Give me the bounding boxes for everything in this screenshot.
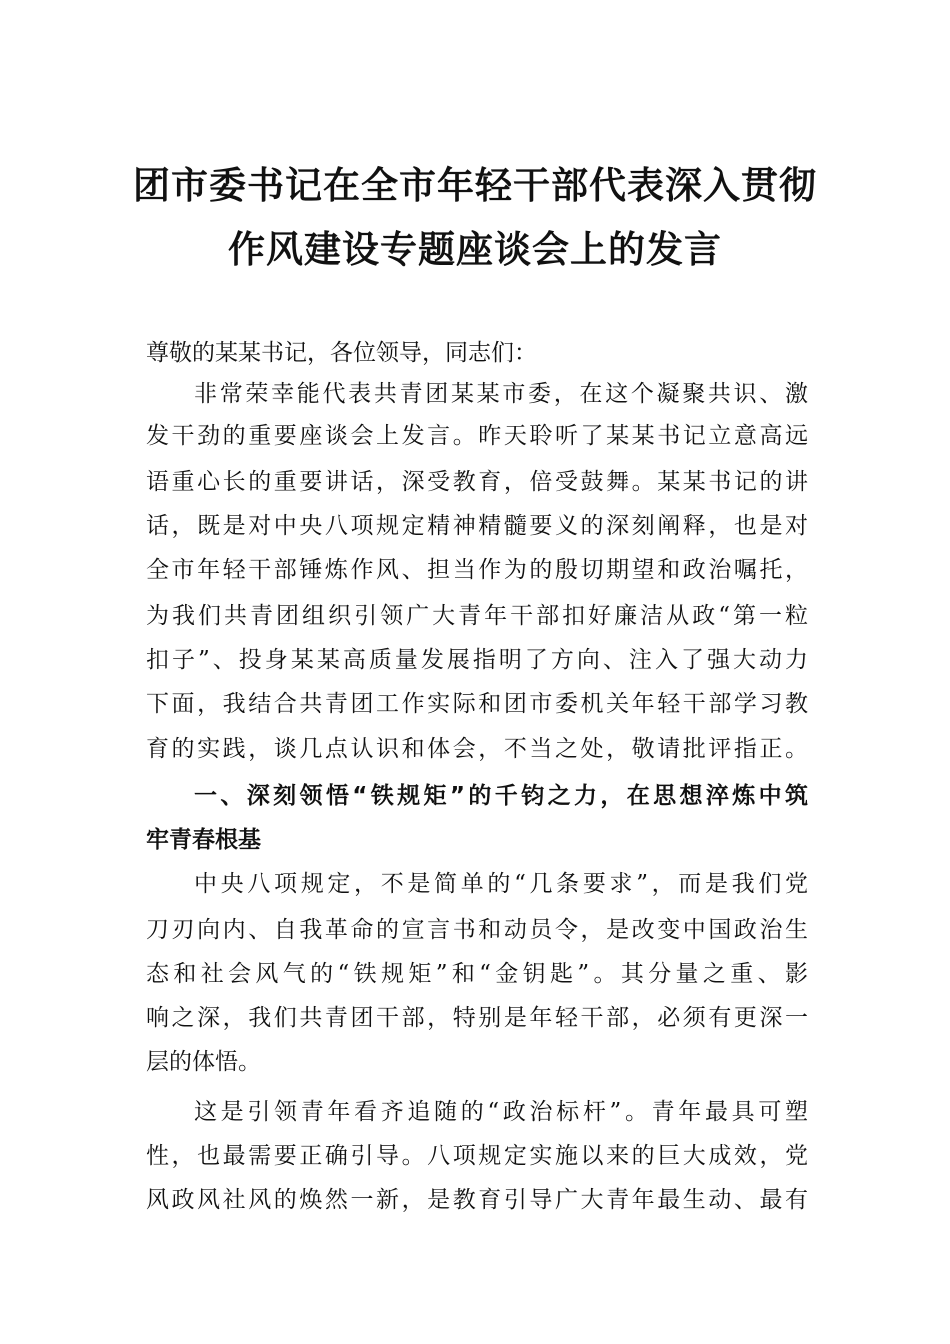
paragraph-1-line: 全市年轻干部锤炼作风、担当作为的殷切期望和政治嘱托， [146,557,808,583]
paragraph-1-line: 非常荣幸能代表共青团某某市委，在这个凝聚共识、激 [194,381,808,407]
salutation: 尊敬的某某书记，各位领导，同志们： [146,340,537,366]
paragraph-2-line: 刀刃向内、自我革命的宣言书和动员令，是改变中国政治生 [146,917,808,943]
paragraph-2-line: 中央八项规定，不是简单的“几条要求”，而是我们党 [194,871,808,897]
document-title-line-1: 团市委书记在全市年轻干部代表深入贯彻 [133,163,817,207]
paragraph-1-line: 语重心长的重要讲话，深受教育，倍受鼓舞。某某书记的讲 [146,469,808,495]
paragraph-3-line: 这是引领青年看齐追随的“政治标杆”。青年最具可塑 [194,1099,808,1125]
paragraph-1-line: 为我们共青团组织引领广大青年干部扣好廉洁从政“第一粒 [146,603,808,629]
document-title-line-2: 作风建设专题座谈会上的发言 [228,227,722,271]
paragraph-2-line: 态和社会风气的“铁规矩”和“金钥匙”。其分量之重、影 [146,961,808,987]
paragraph-1-line: 下面，我结合共青团工作实际和团市委机关年轻干部学习教 [146,691,808,717]
paragraph-1-line: 扣子”、投身某某高质量发展指明了方向、注入了强大动力 [146,647,808,673]
paragraph-1-line: 育的实践，谈几点认识和体会，不当之处，敬请批评指正。 [146,736,808,762]
section-heading-1-line: 一、深刻领悟“铁规矩”的千钧之力，在思想淬炼中筑 [194,783,808,809]
paragraph-2-line: 层的体悟。 [146,1049,261,1075]
paragraph-2-line: 响之深，我们共青团干部，特别是年轻干部，必须有更深一 [146,1005,808,1031]
paragraph-1-line: 发干劲的重要座谈会上发言。昨天聆听了某某书记立意高远 [146,423,808,449]
section-heading-1-line: 牢青春根基 [146,827,261,853]
paragraph-3-line: 风政风社风的焕然一新，是教育引导广大青年最生动、最有 [146,1187,808,1213]
paragraph-1-line: 话，既是对中央八项规定精神精髓要义的深刻阐释，也是对 [146,513,808,539]
paragraph-3-line: 性，也最需要正确引导。八项规定实施以来的巨大成效，党 [146,1143,808,1169]
